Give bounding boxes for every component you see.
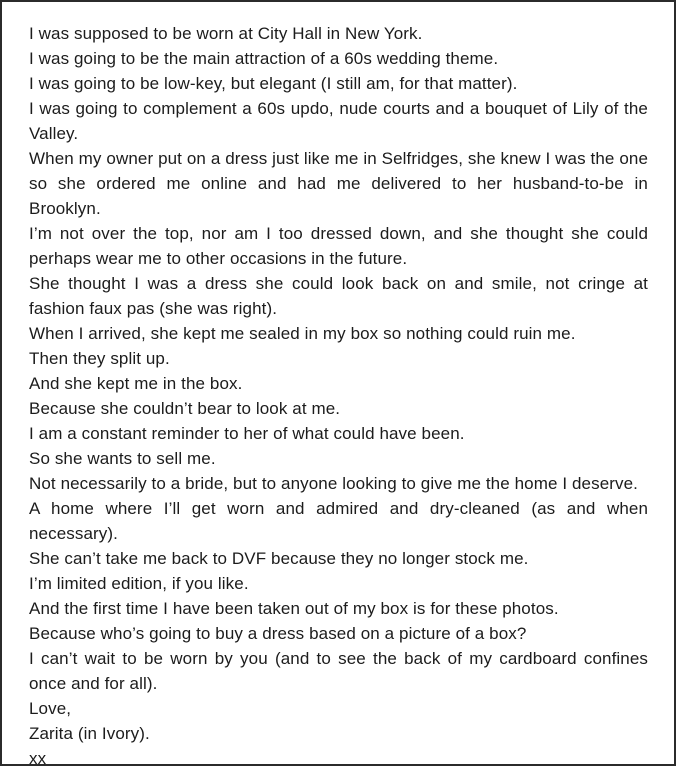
letter-line: Because she couldn’t bear to look at me. bbox=[29, 399, 341, 418]
letter-line: I was going to be low-key, but elegant (I still am, for that matter). bbox=[29, 74, 518, 93]
letter-line: Zarita (in Ivory). bbox=[29, 724, 150, 743]
letter-line: And she kept me in the box. bbox=[29, 374, 243, 393]
letter-line: Not necessarily to a bride, but to anyone looking to give me the home I deserve. bbox=[29, 474, 639, 493]
letter-line: She thought I was a dress she could look back on and smile, not cringe at fashion faux pas (she was right). bbox=[29, 274, 648, 318]
letter-line: I was going to be the main attraction of a 60s wedding theme. bbox=[29, 49, 499, 68]
letter-line: I’m limited edition, if you like. bbox=[29, 574, 249, 593]
letter-line: I’m not over the top, nor am I too dressed down, and she thought she could perhaps wear me to other occasions in the future. bbox=[29, 224, 648, 268]
letter-line: When I arrived, she kept me sealed in my box so nothing could ruin me. bbox=[29, 324, 576, 343]
letter-line: I was going to complement a 60s updo, nude courts and a bouquet of Lily of the Valley. bbox=[29, 99, 648, 143]
letter-line: And the first time I have been taken out of my box is for these photos. bbox=[29, 599, 559, 618]
letter-line: Because who’s going to buy a dress based on a picture of a box? bbox=[29, 624, 527, 643]
letter-line: Love, bbox=[29, 699, 72, 718]
letter-line: I can’t wait to be worn by you (and to see the back of my cardboard confines once and for all). bbox=[29, 649, 648, 693]
letter-body bbox=[29, 21, 648, 766]
letter-line: A home where I’ll get worn and admired and dry-cleaned (as and when necessary). bbox=[29, 499, 648, 543]
letter-line: xx bbox=[29, 749, 47, 766]
letter-line: So she wants to sell me. bbox=[29, 449, 216, 468]
letter-line: I was supposed to be worn at City Hall in New York. bbox=[29, 24, 423, 43]
letter-line: Then they split up. bbox=[29, 349, 170, 368]
letter-line: When my owner put on a dress just like me in Selfridges, she knew I was the one so she ordered me online and had me delivered to her husband-to-be in Brooklyn. bbox=[29, 149, 648, 218]
letter-line: She can’t take me back to DVF because they no longer stock me. bbox=[29, 549, 529, 568]
letter-line: I am a constant reminder to her of what could have been. bbox=[29, 424, 465, 443]
